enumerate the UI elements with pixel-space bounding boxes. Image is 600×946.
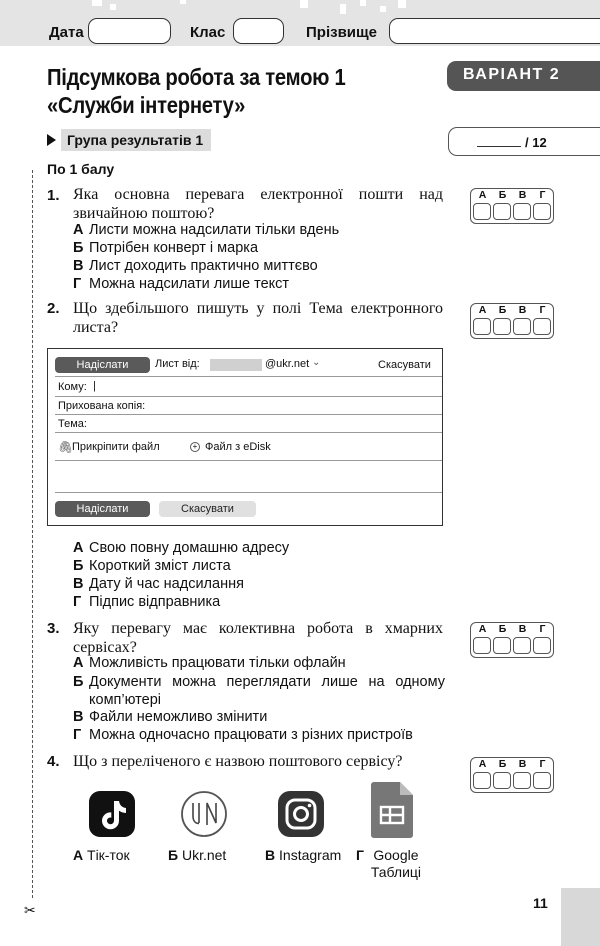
results-group	[47, 129, 211, 151]
surname-field[interactable]	[389, 18, 600, 44]
answer-cell-a[interactable]	[473, 203, 491, 220]
cancel-button-bottom[interactable]: Скасувати	[159, 501, 256, 517]
answer-cell-a[interactable]	[473, 772, 491, 789]
instagram-icon	[277, 790, 325, 838]
arrow-right-icon	[47, 134, 56, 146]
tiktok-icon	[88, 790, 136, 838]
cut-line	[32, 170, 33, 898]
divider	[55, 460, 442, 461]
question-3-option-c[interactable]: В Файли неможливо змінити	[73, 709, 268, 725]
question-4-option-d[interactable]: Г Google Таблиці	[356, 847, 422, 880]
divider	[55, 396, 442, 397]
answer-cell-c[interactable]	[513, 772, 531, 789]
answer-cell-b[interactable]	[493, 318, 511, 335]
title-line-2: «Служби інтернету»	[47, 92, 246, 118]
answer-cell-a[interactable]	[473, 318, 491, 335]
answer-cell-a[interactable]	[473, 637, 491, 654]
divider	[55, 492, 442, 493]
question-1-number: 1.	[47, 187, 60, 204]
score-box	[448, 127, 600, 156]
class-label: Клас	[190, 24, 226, 41]
answer-cell-d[interactable]	[533, 203, 551, 220]
question-1-option-c[interactable]: В Лист доходить практично миттєво	[73, 258, 318, 274]
from-address-redacted	[210, 359, 262, 371]
plus-circle-icon: +	[190, 442, 200, 452]
bcc-label: Прихована копія:	[58, 400, 146, 412]
question-1-option-d[interactable]: Г Можна надсилати лише текст	[73, 276, 290, 292]
question-3-option-d[interactable]: Г Можна одночасно працювати з різних пристроїв	[73, 727, 413, 743]
question-1-option-b[interactable]: Б Потрібен конверт і марка	[73, 240, 259, 256]
from-label: Лист від:	[155, 358, 200, 370]
score-blank[interactable]	[477, 146, 521, 147]
answer-cell-b[interactable]	[493, 637, 511, 654]
ukrnet-icon	[180, 790, 228, 838]
question-3-number: 3.	[47, 620, 60, 637]
scissors-icon: ✂	[24, 902, 36, 918]
answer-grid-q4: А Б В Г	[470, 757, 554, 793]
answer-grid-q1: А Б В Г	[470, 188, 554, 224]
date-field[interactable]	[88, 18, 171, 44]
edisk-link[interactable]: Файл з eDisk	[205, 441, 271, 453]
question-2-text: Що здебільшого пишуть у полі Тема електронного листа?	[73, 300, 443, 336]
question-2-number: 2.	[47, 300, 60, 317]
divider	[55, 432, 442, 433]
answer-cell-c[interactable]	[513, 318, 531, 335]
question-2-option-c[interactable]: В Дату й час надсилання	[73, 576, 244, 592]
send-button-bottom[interactable]: Надіслати	[55, 501, 150, 517]
answer-cell-c[interactable]	[513, 203, 531, 220]
paperclip-icon: 🖇	[58, 440, 74, 454]
page-number: 11	[533, 895, 548, 911]
question-4-option-b[interactable]: Б Ukr.net	[168, 847, 227, 863]
question-3-option-a[interactable]: А Можливість працювати тільки офлайн	[73, 655, 346, 671]
question-3-text: Яку перевагу має колективна робота в хмарних сервісах?	[73, 620, 443, 656]
section-heading: По 1 балу	[47, 161, 115, 177]
send-button-top[interactable]: Надіслати	[55, 357, 150, 373]
question-2-option-a[interactable]: А Свою повну домашню адресу	[73, 540, 290, 556]
question-2-option-d[interactable]: Г Підпис відправника	[73, 594, 221, 610]
question-4-option-a[interactable]: А Тік-ток	[73, 847, 130, 863]
google-sheets-icon	[371, 782, 413, 838]
cancel-link-top[interactable]: Скасувати	[378, 359, 431, 371]
question-4-text: Що з переліченого є назвою поштового сервісу?	[73, 753, 403, 770]
answer-cell-b[interactable]	[493, 772, 511, 789]
question-4-number: 4.	[47, 753, 60, 770]
surname-label: Прізвище	[306, 24, 378, 41]
question-3-option-b[interactable]: Б Документи можна переглядати лише на одному комп’ютері	[73, 674, 445, 708]
question-1-option-a[interactable]: А Листи можна надсилати тільки вдень	[73, 222, 340, 238]
answer-grid-q2: А Б В Г	[470, 303, 554, 339]
page-title	[47, 63, 346, 119]
class-field[interactable]	[233, 18, 284, 44]
answer-cell-c[interactable]	[513, 637, 531, 654]
subject-label: Тема:	[58, 418, 87, 430]
question-4-option-c[interactable]: В Instagram	[265, 847, 342, 863]
page-tab	[561, 888, 600, 946]
question-1-text: Яка основна перевага електронної пошти над звичайною поштою?	[73, 186, 443, 222]
answer-cell-d[interactable]	[533, 637, 551, 654]
date-label: Дата	[49, 24, 84, 41]
email-compose-form	[47, 348, 443, 526]
to-input-cursor[interactable]: |	[93, 380, 96, 392]
answer-cell-d[interactable]	[533, 318, 551, 335]
answer-grid-q3: А Б В Г	[470, 622, 554, 658]
attach-file-link[interactable]: Прикріпити файл	[72, 441, 160, 453]
divider	[55, 376, 442, 377]
answer-cell-d[interactable]	[533, 772, 551, 789]
title-line-1: Підсумкова робота за темою 1	[47, 64, 346, 90]
score-total: / 12	[525, 135, 547, 150]
results-group-label: Група результатів 1	[61, 129, 211, 151]
to-label: Кому:	[58, 381, 87, 393]
answer-cell-b[interactable]	[493, 203, 511, 220]
divider	[55, 414, 442, 415]
question-2-option-b[interactable]: Б Короткий зміст листа	[73, 558, 231, 574]
from-domain: @ukr.net	[265, 358, 310, 370]
chevron-down-icon[interactable]: ⌄	[312, 357, 321, 368]
variant-badge: ВАРІАНТ 2	[447, 61, 600, 91]
